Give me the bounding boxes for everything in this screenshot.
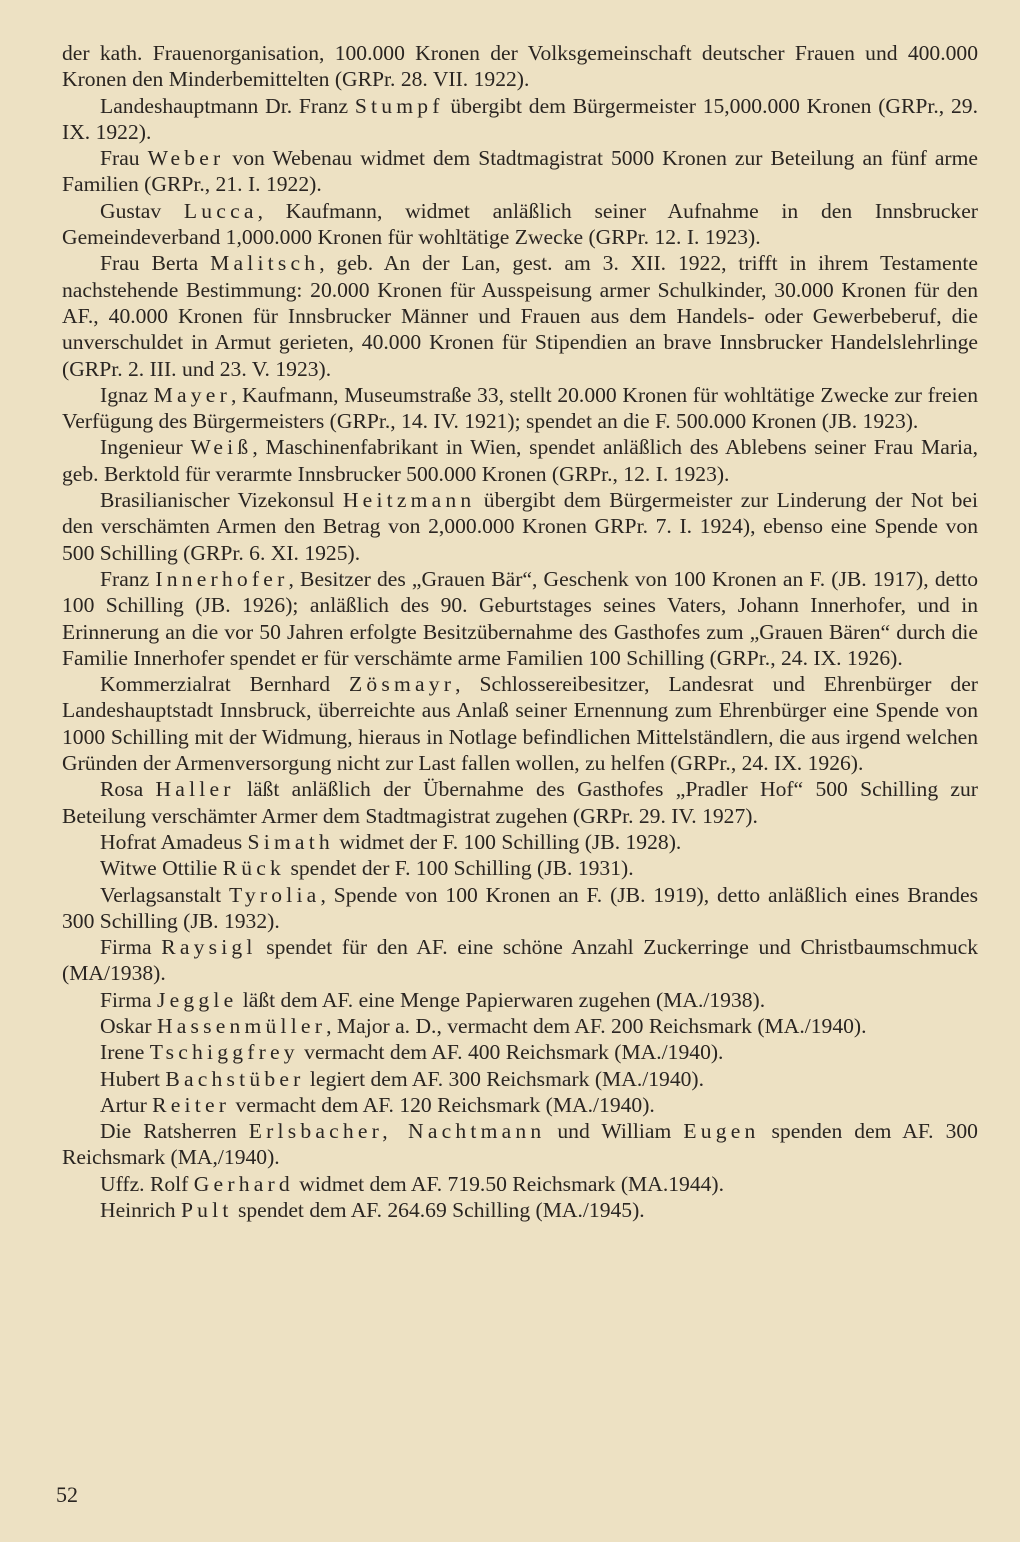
donor-name: Erlsbacher, Nachtmann [248, 1119, 546, 1144]
entry-text: widmet der F. 100 Schilling (JB. 1928). [333, 829, 682, 854]
donor-name: Raysigl [161, 935, 257, 960]
entry-text: läßt dem AF. eine Menge Papierwaren zugehen (MA./1938). [237, 987, 766, 1012]
donation-entry [62, 198, 978, 251]
entry-text: Firma [100, 935, 162, 960]
entry-text: spendet für den AF. eine schöne Anzahl Zuckerringe und Christbaumschmuck (MA/1938). [62, 935, 979, 986]
donor-name: Eugen [683, 1119, 760, 1144]
entry-text: Ingenieur [100, 435, 191, 460]
donation-entry [62, 1039, 978, 1065]
donor-name: Pult [180, 1198, 233, 1223]
donation-entry [62, 1118, 978, 1171]
page-number: 52 [56, 1482, 78, 1507]
entry-text: Kommerzialrat Bernhard [100, 672, 349, 697]
donor-name: Malitsch [210, 251, 320, 276]
donation-entry [62, 1013, 978, 1039]
donor-name: Lucca [183, 198, 258, 223]
donor-name: Gerhard [193, 1171, 294, 1196]
donor-name: Tschiggfrey [149, 1040, 299, 1065]
donation-entry [62, 1171, 978, 1197]
donation-entry [62, 829, 978, 855]
donation-entry [62, 434, 978, 487]
donation-entry [62, 145, 978, 198]
donation-entry [62, 1066, 978, 1092]
donation-entry [62, 566, 978, 671]
entry-text: übergibt dem Bürgermeister 15,000.000 Kronen (GRPr., 29. IX. 1922). [62, 93, 978, 144]
donor-name: Bachstüber [165, 1066, 305, 1091]
entry-text: läßt anläßlich der Übernahme des Gasthofes „Pradler Hof“ 500 Schilling zur Beteilung verschämter Armer dem Stadtmagistrat zugehen (GRPr. 29. IV. 1927). [62, 777, 978, 828]
donation-entry [62, 855, 978, 881]
entry-text: spendet der F. 100 Schilling (JB. 1931). [285, 856, 634, 881]
entry-text: vermacht dem AF. 400 Reichsmark (MA./1940). [298, 1040, 724, 1065]
donor-name: Simath [247, 829, 334, 854]
donor-name: Heitzmann [342, 488, 476, 513]
entry-text: und William [545, 1119, 684, 1144]
entry-text: , Schlossereibesitzer, Landesrat und Ehrenbürger der Landeshauptstadt Innsbruck, überreichte aus Anlaß seiner Ernennung zum Ehrenbürger eine Spende von 1000 Schilling mit der Widmung, hieraus in Notlage befindlichen Mittelständlern, die aus irgend welchen Gründen der Armenversorgung nicht zur Last fallen wollen, zu helfen (GRPr., 24. IX. 1926). [62, 672, 978, 776]
entry-text: Witwe Ottilie [100, 856, 223, 881]
donor-name: Haller [155, 777, 235, 802]
donation-entry [62, 487, 978, 566]
entry-text: Brasilianischer Vizekonsul [100, 488, 343, 513]
donor-name: Weber [147, 146, 225, 171]
entry-text: übergibt dem Bürgermeister zur Linderung der Not bei den verschämten Armen den Betrag von 2,000.000 Kronen GRPr. 7. I. 1924), ebenso eine Spende von 500 Schilling (GRPr. 6. XI. 1925). [62, 488, 978, 565]
entry-text: spendet dem AF. 264.69 Schilling (MA./1945). [232, 1198, 645, 1223]
donation-entry [62, 250, 978, 381]
donation-entry [62, 671, 978, 776]
entry-text: Verlagsanstalt [100, 882, 229, 907]
donor-name: Reiter [152, 1092, 231, 1117]
entry-text: Gustav [100, 198, 184, 223]
entry-text: Frau Berta [100, 251, 211, 276]
entry-text: Frau [100, 146, 148, 171]
donor-name: Tyrolia [229, 882, 321, 907]
entry-text: , Kaufmann, Museumstraße 33, stellt 20.000 Kronen für wohltätige Zwecke zur freien Verfügung des Bürgermeisters (GRPr., 14. IV. 1921); spendet an die F. 500.000 Kronen (JB. 1923). [62, 382, 978, 434]
donation-entry [62, 934, 978, 987]
entry-text: Heinrich [100, 1198, 181, 1223]
entry-text: vermacht dem AF. 120 Reichsmark (MA./1940). [230, 1092, 655, 1117]
donor-name: Stumpf [354, 93, 444, 118]
entry-text: spenden dem AF. 300 Reichsmark (MA,/1940). [62, 1119, 978, 1170]
entry-text: Ignaz [100, 382, 154, 407]
entry-text: , Kaufmann, widmet anläßlich seiner Aufnahme in den Innsbrucker Gemeindeverband 1,000.000 Kronen für wohltätige Zwecke (GRPr. 12. I. 1923). [62, 198, 979, 250]
entry-text: Die Ratsherren [100, 1119, 249, 1144]
donor-name: Weiß [190, 435, 253, 460]
entry-text: , Major a. D., vermacht dem AF. 200 Reichsmark (MA./1940). [326, 1013, 867, 1038]
donation-entry [62, 882, 978, 935]
entry-text: Hubert [100, 1066, 166, 1091]
entry-text: Uffz. Rolf [100, 1171, 194, 1196]
entry-text: Firma [100, 987, 157, 1012]
donor-name: Jeggle [156, 987, 238, 1012]
donation-entry [62, 382, 978, 435]
entry-text: Artur [100, 1092, 153, 1117]
entry-text: , Besitzer des „Grauen Bär“, Geschenk von 100 Kronen an F. (JB. 1917), detto 100 Schilling (JB. 1926); anläßlich des 90. Geburtstages seines Vaters, Johann Innerhofer, und in Erinnerung an die vor 50 Jahren erfolgte Besitzübernahme des Gasthofes zum „Grauen Bären“ durch die Familie Innerhofer spendet er für verschämte arme Familien 100 Schilling (GRPr., 24. IX. 1926). [62, 566, 978, 670]
entry-text: widmet dem AF. 719.50 Reichsmark (MA.1944). [293, 1171, 725, 1196]
entry-text: , Maschinenfabrikant in Wien, spendet anläßlich des Ablebens seiner Frau Maria, geb. Berktold für verarmte Innsbrucker 500.000 Kronen (GRPr., 12. I. 1923). [62, 435, 979, 486]
entry-text: Irene [100, 1040, 150, 1065]
donor-name: Innerhofer [155, 566, 289, 591]
entry-text: von Webenau widmet dem Stadtmagistrat 5000 Kronen zur Beteilung an fünf arme Familien (GRPr., 21. I. 1922). [62, 146, 978, 197]
entry-text: Franz [100, 566, 156, 591]
donation-entry [62, 987, 978, 1013]
entry-text: Rosa [100, 777, 156, 802]
donor-name: Mayer [153, 382, 231, 407]
donor-name: Zösmayr [348, 672, 456, 697]
entry-list [62, 40, 978, 1223]
donation-entry [62, 1092, 978, 1118]
donation-entry [62, 93, 978, 146]
entry-text: , Spende von 100 Kronen an F. (JB. 1919), detto anläßlich eines Brandes 300 Schilling (JB. 1932). [62, 882, 979, 933]
entry-text: , geb. An der Lan, gest. am 3. XII. 1922, trifft in ihrem Testamente nachstehende Bestimmung: 20.000 Kronen für Ausspeisung armer Schulkinder, 30.000 Kronen für den AF., 40.000 Kronen für Innsbrucker Männer und Frauen aus dem Handels- oder Gewerbeberuf, die unverschuldet in Armut gerieten, 40.000 Kronen für Stipendien an brave Innsbrucker Handelslehrlinge (GRPr. 2. III. und 23. V. 1923). [62, 251, 978, 381]
entry-text: legiert dem AF. 300 Reichsmark (MA./1940). [304, 1066, 705, 1091]
entry-text: der kath. Frauenorganisation, 100.000 Kronen der Volksgemeinschaft deutscher Frauen und 400.000 Kronen den Minderbemittelten (GRPr. 28. VII. 1922). [62, 41, 978, 92]
entry-text: Oskar [100, 1013, 157, 1038]
donor-name: Rück [222, 856, 286, 881]
donation-entry [62, 776, 978, 829]
entry-text: Hofrat Amadeus [100, 829, 248, 854]
donation-entry [62, 1197, 978, 1223]
donor-name: Hassenmüller [156, 1013, 327, 1038]
entry-text: Landeshauptmann Dr. Franz [100, 93, 355, 118]
donation-entry [62, 40, 978, 93]
